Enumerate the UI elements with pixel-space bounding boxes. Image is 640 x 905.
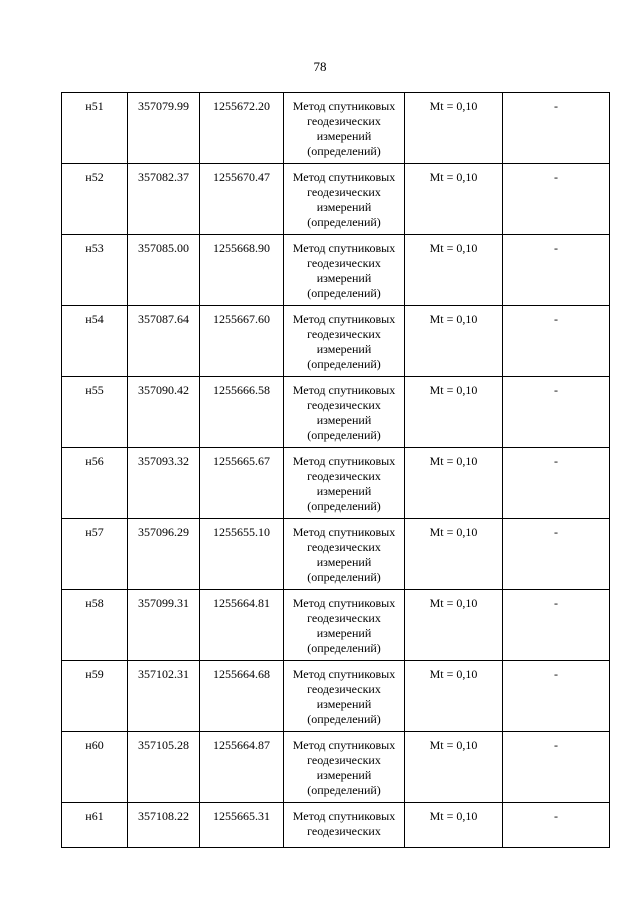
method-cell: [284, 164, 405, 235]
point-cell: н56: [62, 448, 128, 519]
method-cell: [284, 93, 405, 164]
method-cell: [284, 448, 405, 519]
accuracy-cell: Mt = 0,10: [405, 235, 503, 306]
y-coordinate-cell: 1255664.68: [200, 661, 284, 732]
point-cell: н53: [62, 235, 128, 306]
method-text: Метод спутниковых геодезических измерений (определений): [292, 241, 396, 300]
table-row: [62, 235, 610, 306]
accuracy-cell: Mt = 0,10: [405, 164, 503, 235]
method-cell: [284, 661, 405, 732]
point-cell: н55: [62, 377, 128, 448]
method-cell: [284, 377, 405, 448]
y-coordinate-cell: 1255665.31: [200, 803, 284, 848]
point-cell: н51: [62, 93, 128, 164]
method-text: Метод спутниковых геодезических измерений (определений): [292, 454, 396, 513]
table-row: [62, 803, 610, 848]
method-text: Метод спутниковых геодезических измерений (определений): [292, 525, 396, 584]
x-coordinate-cell: 357108.22: [128, 803, 200, 848]
method-text: Метод спутниковых геодезических измерений (определений): [292, 99, 396, 158]
table-row: [62, 164, 610, 235]
x-coordinate-cell: 357087.64: [128, 306, 200, 377]
note-cell: -: [503, 306, 610, 377]
method-cell: [284, 732, 405, 803]
accuracy-cell: Mt = 0,10: [405, 306, 503, 377]
accuracy-cell: Mt = 0,10: [405, 377, 503, 448]
accuracy-cell: Mt = 0,10: [405, 519, 503, 590]
note-cell: -: [503, 803, 610, 848]
point-cell: н58: [62, 590, 128, 661]
note-cell: -: [503, 448, 610, 519]
y-coordinate-cell: 1255665.67: [200, 448, 284, 519]
x-coordinate-cell: 357099.31: [128, 590, 200, 661]
note-cell: -: [503, 519, 610, 590]
point-cell: н60: [62, 732, 128, 803]
point-cell: н57: [62, 519, 128, 590]
table-row: [62, 306, 610, 377]
table-row: [62, 448, 610, 519]
method-cell: [284, 590, 405, 661]
note-cell: -: [503, 235, 610, 306]
method-text: Метод спутниковых геодезических измерений (определений): [292, 312, 396, 371]
y-coordinate-cell: 1255672.20: [200, 93, 284, 164]
accuracy-cell: Mt = 0,10: [405, 661, 503, 732]
x-coordinate-cell: 357090.42: [128, 377, 200, 448]
table-row: [62, 519, 610, 590]
method-cell: [284, 803, 405, 848]
table-body: [62, 93, 610, 848]
y-coordinate-cell: 1255666.58: [200, 377, 284, 448]
y-coordinate-cell: 1255655.10: [200, 519, 284, 590]
method-text: Метод спутниковых геодезических измерений (определений): [292, 596, 396, 655]
x-coordinate-cell: 357093.32: [128, 448, 200, 519]
method-text: Метод спутниковых геодезических измерений (определений): [292, 667, 396, 726]
table-row: [62, 377, 610, 448]
table-row: [62, 661, 610, 732]
accuracy-cell: Mt = 0,10: [405, 803, 503, 848]
method-cell: [284, 306, 405, 377]
y-coordinate-cell: 1255668.90: [200, 235, 284, 306]
note-cell: -: [503, 164, 610, 235]
x-coordinate-cell: 357079.99: [128, 93, 200, 164]
point-cell: н61: [62, 803, 128, 848]
point-cell: н52: [62, 164, 128, 235]
note-cell: -: [503, 377, 610, 448]
method-text: Метод спутниковых геодезических измерений (определений): [292, 738, 396, 797]
x-coordinate-cell: 357085.00: [128, 235, 200, 306]
accuracy-cell: Mt = 0,10: [405, 448, 503, 519]
table-row: [62, 590, 610, 661]
x-coordinate-cell: 357102.31: [128, 661, 200, 732]
coordinates-table: [61, 92, 610, 848]
x-coordinate-cell: 357096.29: [128, 519, 200, 590]
y-coordinate-cell: 1255664.81: [200, 590, 284, 661]
accuracy-cell: Mt = 0,10: [405, 732, 503, 803]
point-cell: н54: [62, 306, 128, 377]
method-cell: [284, 235, 405, 306]
accuracy-cell: Mt = 0,10: [405, 93, 503, 164]
point-cell: н59: [62, 661, 128, 732]
table-row: [62, 732, 610, 803]
accuracy-cell: Mt = 0,10: [405, 590, 503, 661]
note-cell: -: [503, 93, 610, 164]
note-cell: -: [503, 661, 610, 732]
x-coordinate-cell: 357082.37: [128, 164, 200, 235]
method-text: Метод спутниковых геодезических измерений (определений): [292, 170, 396, 229]
note-cell: -: [503, 732, 610, 803]
method-text: Метод спутниковых геодезических измерений (определений): [292, 383, 396, 442]
table-row: [62, 93, 610, 164]
method-text: Метод спутниковых геодезических: [292, 809, 396, 838]
page-number: 78: [313, 59, 327, 74]
x-coordinate-cell: 357105.28: [128, 732, 200, 803]
y-coordinate-cell: 1255667.60: [200, 306, 284, 377]
y-coordinate-cell: 1255664.87: [200, 732, 284, 803]
method-cell: [284, 519, 405, 590]
y-coordinate-cell: 1255670.47: [200, 164, 284, 235]
note-cell: -: [503, 590, 610, 661]
